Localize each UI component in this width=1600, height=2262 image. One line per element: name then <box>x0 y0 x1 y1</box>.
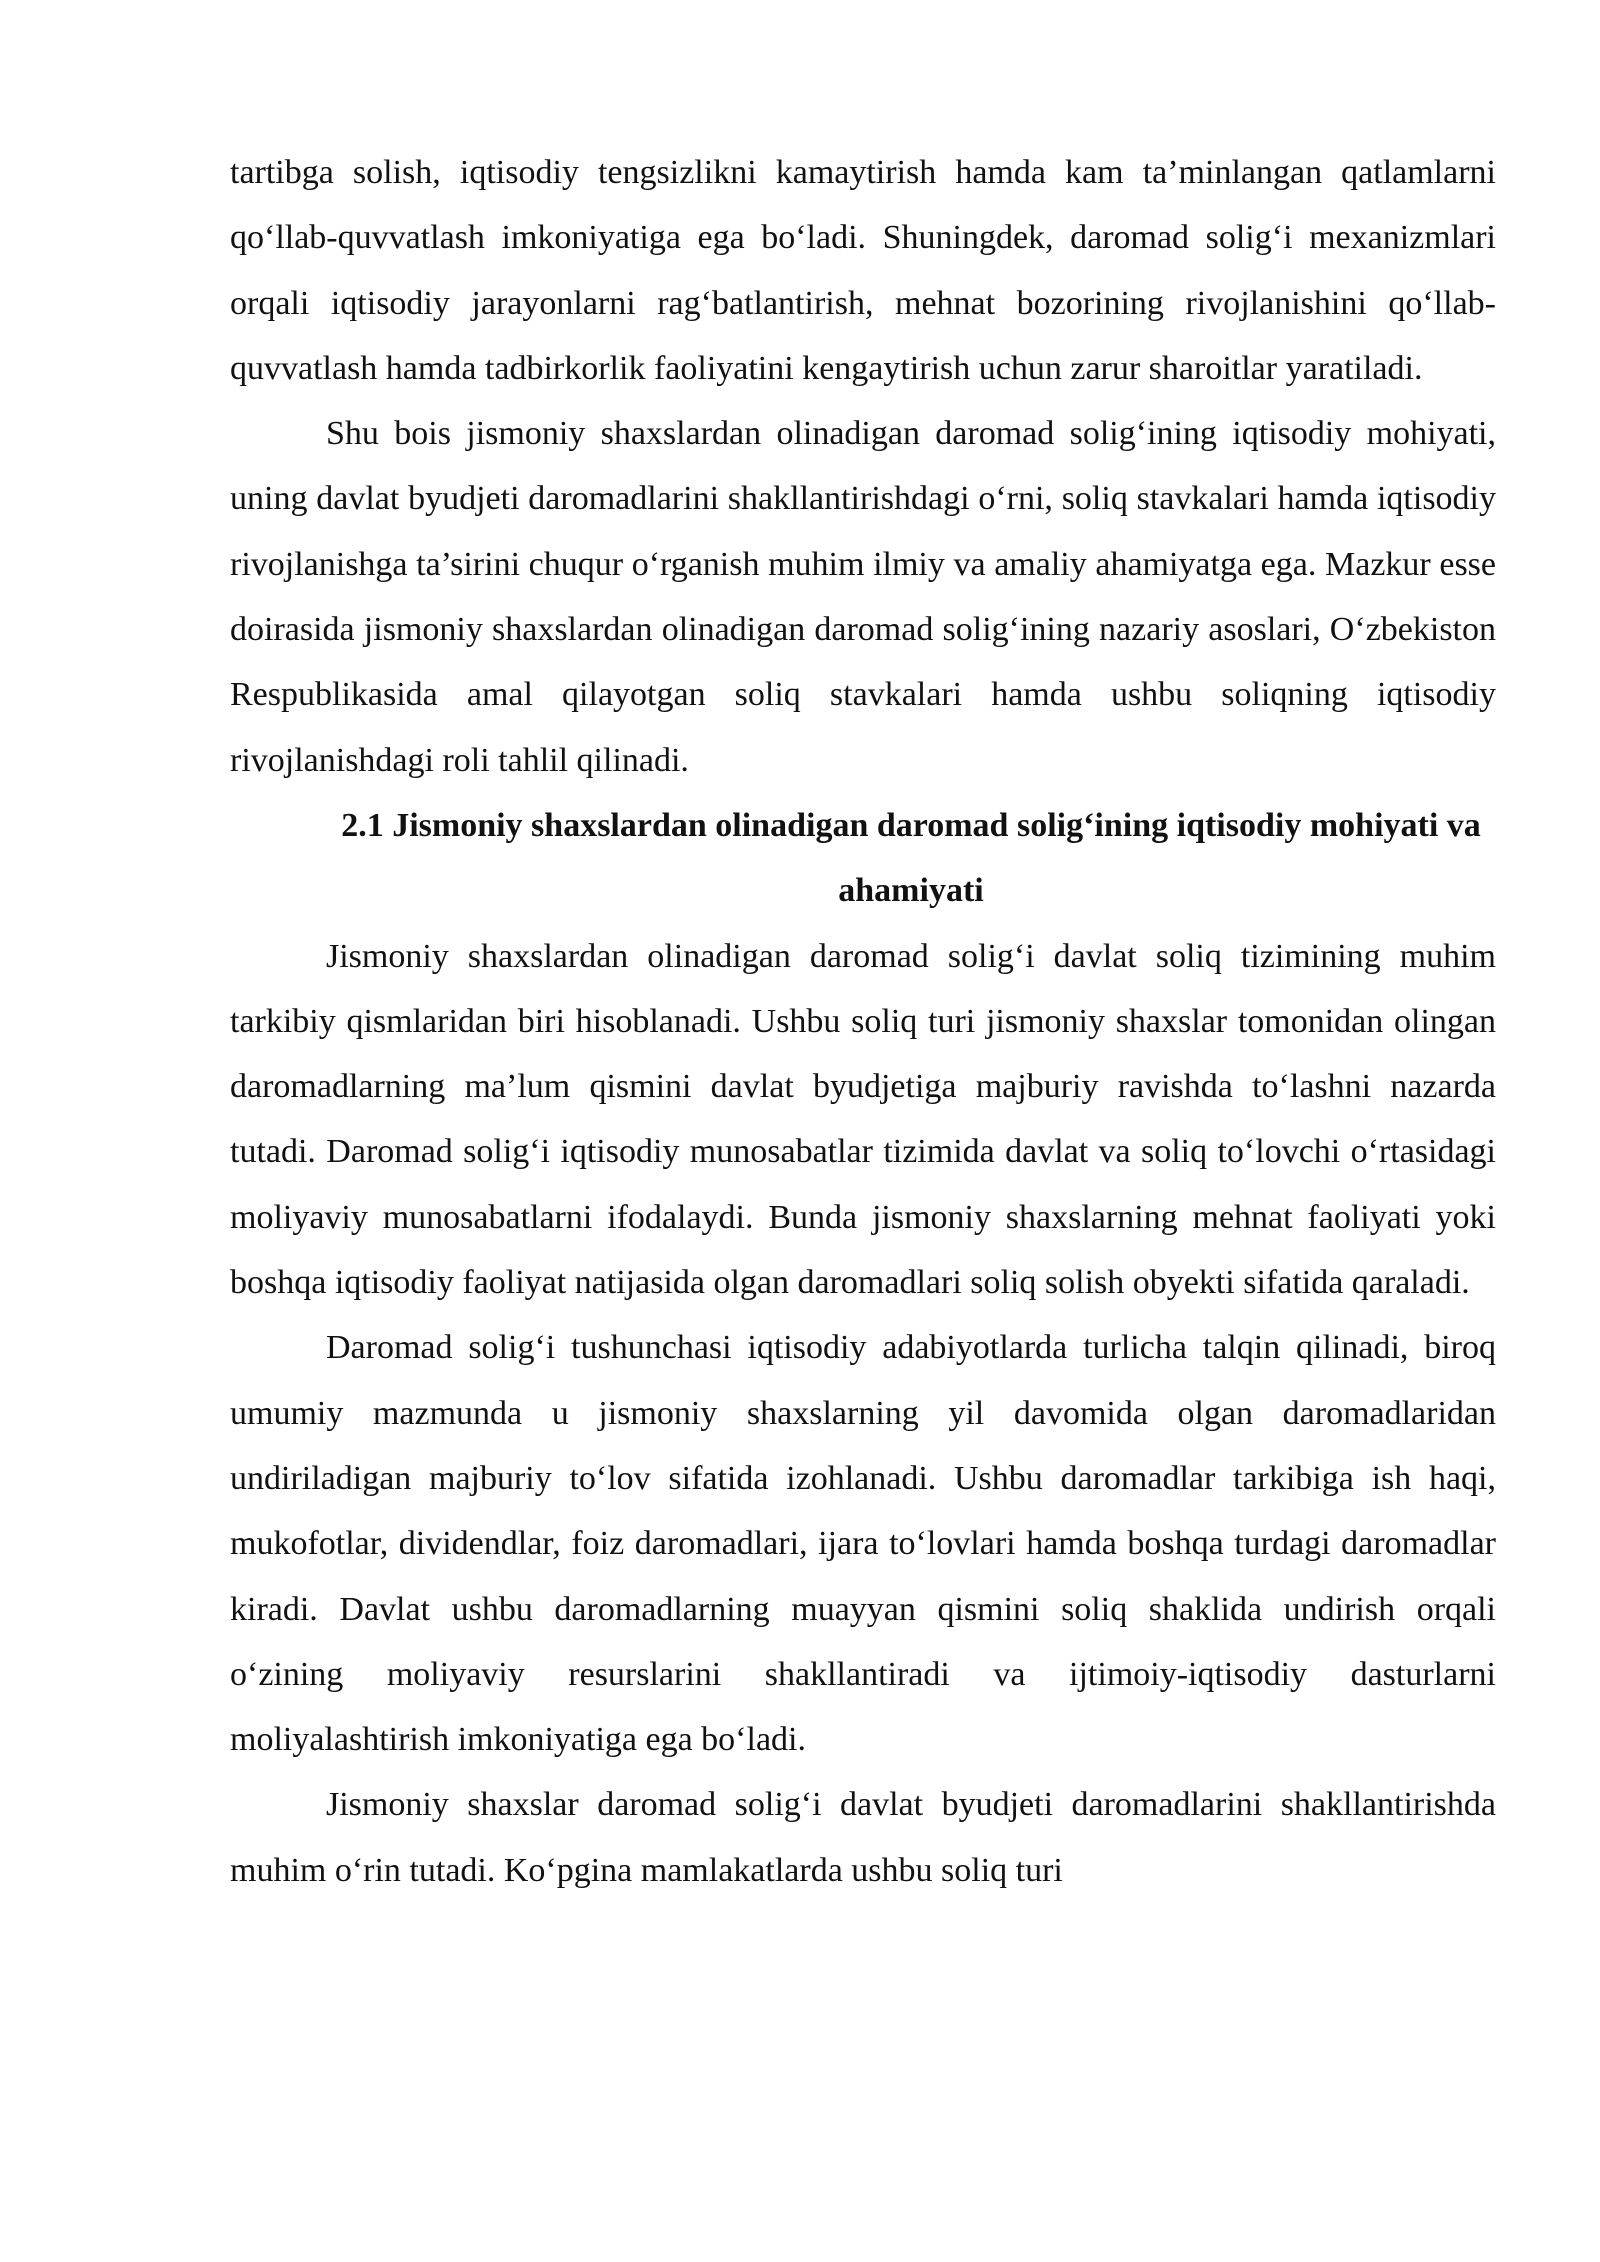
section-heading: 2.1 Jismoniy shaxslardan olinadigan daromad solig‘ining iqtisodiy mohiyati va ahamiyati <box>341 806 1481 910</box>
paragraph-essay-scope: Shu bois jismoniy shaxslardan olinadigan daromad solig‘ining iqtisodiy mohiyati, uning davlat byudjeti daromadlarini shakllantirishdagi o‘rni, soliq stavkalari hamda iqtisodiy rivojlanishga ta’sirini chuqur o‘rganish muhim ilmiy va amaliy ahamiyatga ega. Mazkur esse doirasida jismoniy shaxslardan olinadigan daromad solig‘ining nazariy asoslari, O‘zbekiston Respublikasida amal qilayotgan soliq stavkalari hamda ushbu soliqning iqtisodiy rivojlanishdagi roli tahlil qilinadi. <box>230 415 1496 779</box>
paragraph-budget-role: Jismoniy shaxslar daromad solig‘i davlat byudjeti daromadlarini shakllantirishda muhim o‘rin tutadi. Ko‘pgina mamlakatlarda ushbu soliq turi <box>230 1786 1496 1889</box>
document-body <box>230 140 1496 1903</box>
paragraph-tax-concept: Daromad solig‘i tushunchasi iqtisodiy adabiyotlarda turlicha talqin qilinadi, biroq umumiy mazmunda u jismoniy shaxslarning yil davomida olgan daromadlaridan undiriladigan majburiy to‘lov sifatida izohlanadi. Ushbu daromadlar tarkibiga ish haqi, mukofotlar, dividendlar, foiz daromadlari, ijara to‘lovlari hamda boshqa turdagi daromadlar kiradi. Davlat ushbu daromadlarning muayyan qismini soliq shaklida undirish orqali o‘zining moliyaviy resurslarini shakllantiradi va ijtimoiy-iqtisodiy dasturlarni moliyalashtirish imkoniyatiga ega bo‘ladi. <box>230 1329 1496 1759</box>
paragraph-intro-continued: tartibga solish, iqtisodiy tengsizlikni kamaytirish hamda kam ta’minlangan qatlamlarni qo‘llab-quvvatlash imkoniyatiga ega bo‘ladi. Shuningdek, daromad solig‘i mexanizmlari orqali iqtisodiy jarayonlarni rag‘batlantirish, mehnat bozorining rivojlanishini qo‘llab-quvvatlash hamda tadbirkorlik faoliyatini kengaytirish uchun zarur sharoitlar yaratiladi. <box>230 154 1496 387</box>
paragraph-tax-definition: Jismoniy shaxslardan olinadigan daromad solig‘i davlat soliq tizimining muhim tarkibiy qismlaridan biri hisoblanadi. Ushbu soliq turi jismoniy shaxslar tomonidan olingan daromadlarning ma’lum qismini davlat byudjetiga majburiy ravishda to‘lashni nazarda tutadi. Daromad solig‘i iqtisodiy munosabatlar tizimida davlat va soliq to‘lovchi o‘rtasidagi moliyaviy munosabatlarni ifodalaydi. Bunda jismoniy shaxslarning mehnat faoliyati yoki boshqa iqtisodiy faoliyat natijasida olgan daromadlari soliq solish obyekti sifatida qaraladi. <box>230 937 1496 1302</box>
